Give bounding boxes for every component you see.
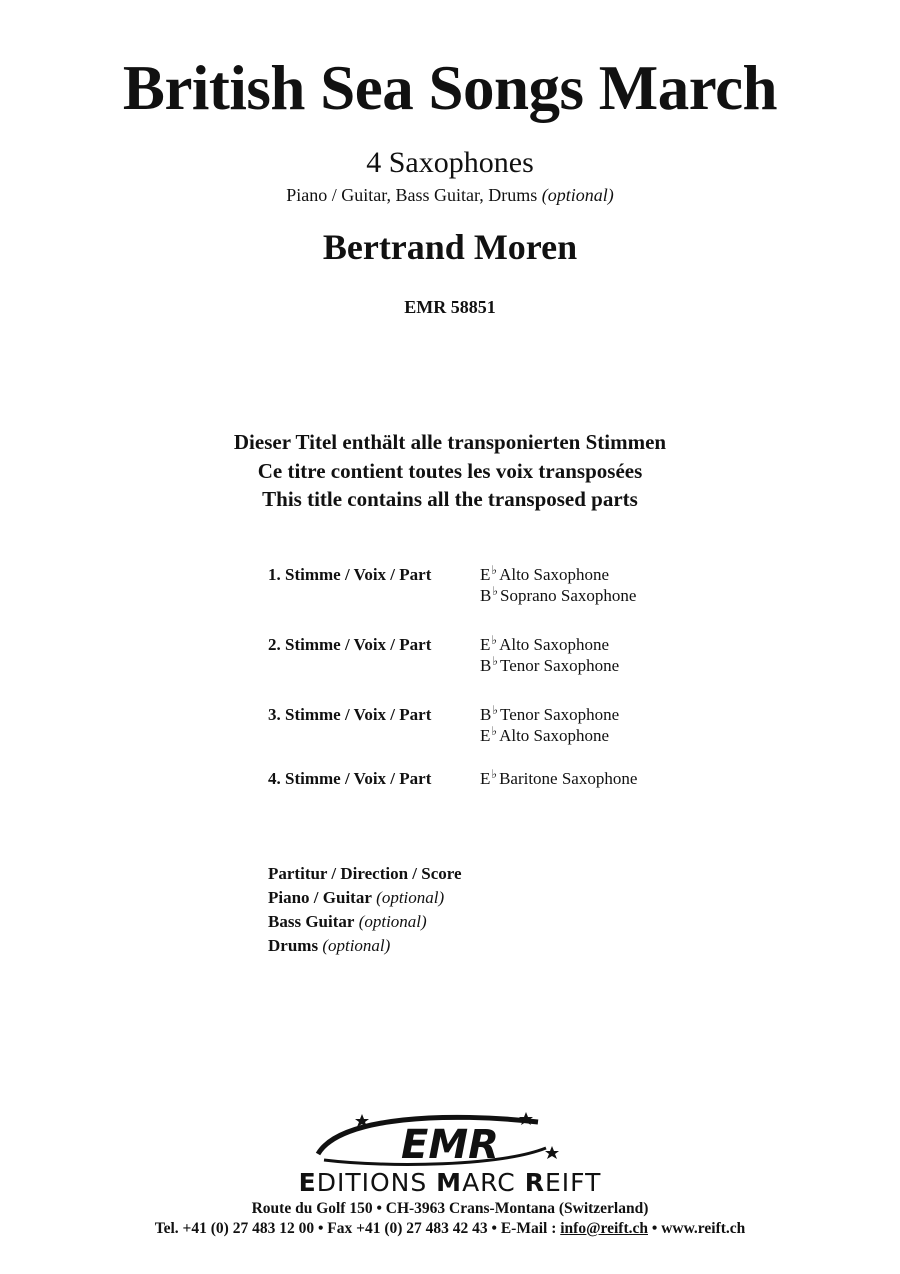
key-letter: B	[480, 656, 492, 675]
instrument-name: Soprano Saxophone	[500, 586, 637, 605]
part-label: 1. Stimme / Voix / Part	[268, 565, 432, 584]
key-letter: E	[480, 565, 491, 584]
extra-parts-list	[268, 862, 462, 958]
instrument	[480, 705, 619, 726]
optional-label: (optional)	[541, 185, 614, 205]
instrument	[480, 726, 619, 747]
extra-name: Drums	[268, 936, 319, 955]
flat-symbol: ♭	[491, 724, 498, 738]
brand-word: ARC	[462, 1168, 516, 1197]
extra-name: Piano / Guitar	[268, 888, 372, 907]
transposition-notes	[0, 428, 900, 514]
key-letter: E	[480, 635, 491, 654]
instrument-name: Alto Saxophone	[499, 726, 610, 745]
website-link[interactable]: www.reift.ch	[661, 1220, 746, 1237]
flat-symbol: ♭	[492, 584, 499, 598]
extra-item	[268, 862, 462, 886]
instrument-name: Tenor Saxophone	[500, 656, 620, 675]
fax: Fax +41 (0) 27 483 42 43	[327, 1220, 488, 1237]
key-letter: E	[480, 769, 491, 788]
flat-symbol: ♭	[491, 633, 498, 647]
part-instruments	[480, 565, 636, 607]
key-letter: B	[480, 705, 492, 724]
email-link[interactable]: info@reift.ch	[560, 1220, 648, 1237]
instrument	[480, 769, 637, 790]
note-english: This title contains all the transposed parts	[262, 487, 638, 511]
phone: Tel. +41 (0) 27 483 12 00	[154, 1220, 315, 1237]
extra-item	[268, 910, 462, 934]
part-instruments	[480, 769, 637, 790]
extra-name: Bass Guitar	[268, 912, 355, 931]
note-german: Dieser Titel enthält alle transponierten Stimmen	[233, 430, 667, 454]
extra-item	[268, 934, 462, 958]
brand-word: DITIONS	[316, 1168, 428, 1197]
brand-word: EIFT	[544, 1168, 602, 1197]
separator: •	[491, 1220, 497, 1237]
optional-label: (optional)	[358, 912, 427, 931]
part-instruments	[480, 705, 619, 747]
instrument-name: Alto Saxophone	[499, 635, 610, 654]
publisher-address: Route du Golf 150 • CH-3963 Crans-Montana (Switzerland)	[251, 1200, 649, 1217]
instrument-name: Baritone Saxophone	[499, 769, 638, 788]
instrument	[480, 586, 636, 607]
instrumentation-text: Piano / Guitar, Bass Guitar, Drums	[286, 185, 538, 205]
instrument-name: Alto Saxophone	[499, 565, 610, 584]
logo-text: EMR	[401, 1122, 499, 1168]
flat-symbol: ♭	[492, 703, 499, 717]
flat-symbol: ♭	[492, 654, 499, 668]
instrument	[480, 635, 619, 656]
instrument	[480, 656, 619, 677]
publisher-contact	[0, 1219, 900, 1238]
instrumentation	[0, 184, 900, 206]
brand-letter: M	[436, 1168, 463, 1197]
optional-label: (optional)	[376, 888, 445, 907]
subtitle: 4 Saxophones	[366, 146, 534, 179]
logo-star-icon	[545, 1146, 559, 1159]
composer: Bertrand Moren	[322, 227, 578, 267]
page-title: British Sea Songs March	[122, 53, 778, 123]
note-french: Ce titre contient toutes les voix transposées	[257, 458, 643, 483]
part-label: 2. Stimme / Voix / Part	[268, 635, 432, 654]
brand-letter: E	[298, 1168, 317, 1197]
flat-symbol: ♭	[491, 767, 498, 781]
brand-letter: R	[524, 1168, 545, 1197]
emr-logo	[300, 1108, 600, 1174]
instrument	[480, 565, 636, 586]
key-letter: B	[480, 586, 492, 605]
separator: •	[317, 1220, 324, 1237]
extra-name: Partitur / Direction / Score	[268, 864, 462, 883]
flat-symbol: ♭	[491, 563, 498, 577]
instrument-name: Tenor Saxophone	[500, 705, 620, 724]
part-instruments	[480, 635, 619, 677]
publisher-brand	[0, 1168, 900, 1198]
part-label: 3. Stimme / Voix / Part	[268, 705, 432, 724]
key-letter: E	[480, 726, 491, 745]
optional-label: (optional)	[322, 936, 391, 955]
extra-item	[268, 886, 462, 910]
part-label: 4. Stimme / Voix / Part	[268, 769, 432, 788]
email-label: E-Mail :	[500, 1220, 557, 1237]
separator: •	[651, 1220, 658, 1237]
catalog-number: EMR 58851	[404, 297, 496, 317]
